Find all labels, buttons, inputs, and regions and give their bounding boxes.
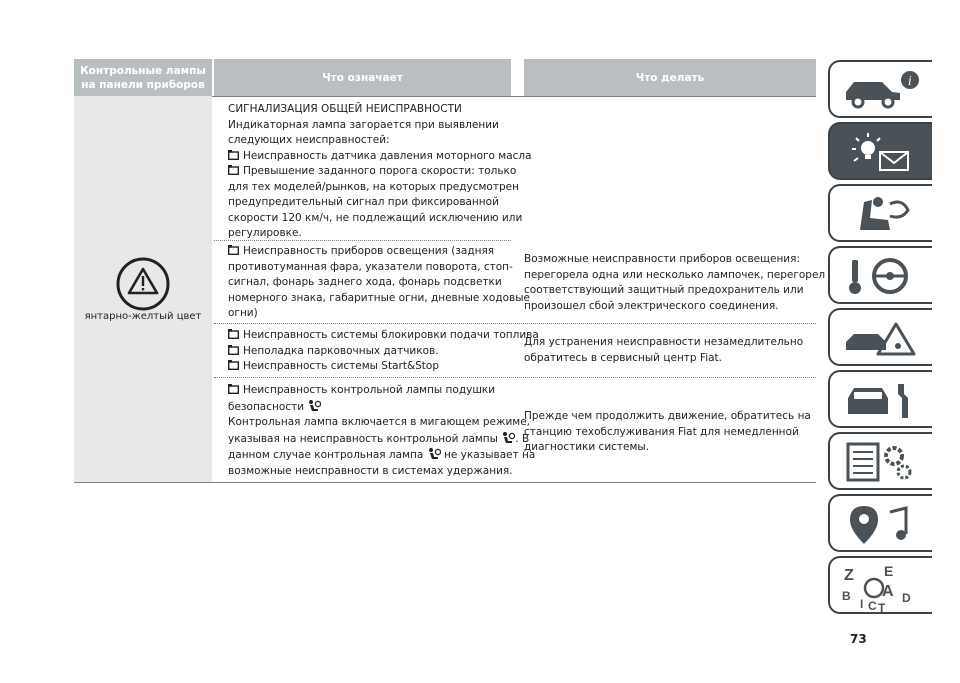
text-line: следующих неисправностей:: [228, 134, 390, 146]
header-meaning: [214, 59, 511, 96]
tab-safety[interactable]: [828, 184, 932, 242]
table-bottom-border: [74, 482, 816, 483]
airbag-icon: [307, 399, 321, 413]
row-3-meaning: [228, 328, 539, 375]
row-divider: [214, 377, 816, 378]
bullet-square-icon: [228, 329, 239, 339]
warning-lights-icon: [838, 128, 928, 176]
text-line: Индикаторная лампа загорается при выявлении: [228, 118, 499, 131]
svg-text:I: I: [860, 597, 864, 611]
text-line: регулировке.: [228, 227, 302, 239]
text-span: данном случае контрольная лампа: [228, 449, 424, 461]
list-item-text: Превышение заданного порога скорости: только: [243, 165, 517, 177]
list-item: [228, 164, 532, 180]
car-info-icon: [838, 66, 928, 114]
key-steering-wheel-icon: [838, 252, 928, 300]
text-line: номерного знака, габаритные огни, дневные ходовые: [228, 291, 530, 304]
list-item: [228, 244, 530, 260]
text-line: Возможные неисправности приборов освещения:: [524, 253, 800, 265]
text-span: указывая на неисправность контрольной лампы: [228, 432, 498, 445]
text-line: станцию техобслуживания Fiat для немедленной: [524, 425, 799, 438]
row-1-title: СИГНАЛИЗАЦИЯ ОБЩЕЙ НЕИСПРАВНОСТИ: [228, 103, 462, 115]
svg-text:C: C: [868, 599, 877, 613]
bullet-square-icon: [228, 384, 239, 394]
text-line: обратитесь в сервисный центр Fiat.: [524, 351, 723, 364]
row-2-action: [524, 252, 825, 314]
tab-technical-data[interactable]: [828, 432, 932, 490]
list-gears-icon: [838, 438, 928, 486]
text-line: сигнал, фонарь заднего хода, фонарь подсветки: [228, 276, 502, 288]
row-2-meaning: [228, 244, 530, 322]
car-wrench-icon: [838, 376, 928, 424]
text-line: [228, 399, 535, 416]
text-line: для тех моделей/рынков, на которых предусмотрен: [228, 180, 519, 193]
svg-text:B: B: [842, 589, 851, 603]
list-item: [228, 149, 532, 165]
row-4-action: [524, 409, 811, 456]
navigation-music-icon: [838, 500, 928, 548]
bullet-square-icon: [228, 165, 239, 175]
airbag-icon: [427, 447, 441, 461]
text-line: [228, 447, 535, 464]
text-line: Для устранения неисправности незамедлительно: [524, 336, 804, 348]
text-line: противотуманная фара, указатели поворота, стоп-: [228, 260, 513, 273]
svg-text:E: E: [884, 563, 894, 579]
row-3-action: [524, 335, 803, 366]
list-item-text: Неисправность датчика давления моторного масла: [243, 149, 532, 162]
text-span: не указывает на: [443, 449, 536, 461]
tab-maintenance[interactable]: [828, 370, 932, 428]
tab-warning-lights[interactable]: [828, 122, 932, 180]
tab-index[interactable]: [828, 556, 932, 614]
airbag-icon: [501, 431, 515, 445]
text-line: Прежде чем продолжить движение, обратитесь на: [524, 410, 811, 422]
tab-car-info[interactable]: [828, 60, 932, 118]
text-line: предупредительный сигнал при фиксированной: [228, 196, 499, 208]
text-line: соответствующий защитный предохранитель или: [524, 284, 804, 296]
bullet-square-icon: [228, 245, 239, 255]
row-4-meaning: [228, 383, 535, 479]
svg-text:D: D: [902, 591, 911, 605]
row-divider: [214, 323, 816, 324]
svg-text:A: A: [882, 583, 894, 600]
header-meaning-label: Что означает: [322, 71, 403, 84]
bullet-square-icon: [228, 345, 239, 355]
header-lamps-label: Контрольные лампы на панели приборов: [80, 64, 206, 91]
svg-text:i: i: [908, 74, 912, 88]
car-accident-icon: [838, 314, 928, 362]
list-item-text: Неисправность контрольной лампы подушки: [243, 384, 496, 396]
list-item: [228, 344, 539, 360]
bullet-square-icon: [228, 360, 239, 370]
row-1-meaning: [228, 102, 532, 242]
text-span: безопасности: [228, 400, 305, 413]
text-line: диагностики системы.: [524, 441, 650, 453]
bullet-square-icon: [228, 150, 239, 160]
lamp-color-caption: янтарно-желтый цвет: [84, 311, 202, 322]
header-action: [524, 59, 816, 96]
text-line: произошел сбой электрического соединения.: [524, 299, 779, 312]
text-line: перегорела одна или несколько лампочек, перегорел: [524, 268, 826, 281]
list-item: [228, 383, 535, 399]
text-line: Контрольная лампа включается в мигающем режиме,: [228, 416, 531, 428]
tab-starting-driving[interactable]: [828, 246, 932, 304]
text-line: [228, 431, 535, 448]
tab-emergency[interactable]: [828, 308, 932, 366]
header-action-label: Что делать: [635, 71, 705, 84]
list-item-text: Неполадка парковочных датчиков.: [243, 344, 439, 357]
list-item: [228, 359, 539, 375]
header-lamps: [74, 59, 212, 96]
svg-text:T: T: [878, 601, 886, 614]
text-line: огни): [228, 307, 258, 319]
page-number: 73: [850, 632, 867, 646]
tab-multimedia[interactable]: [828, 494, 932, 552]
list-item: [228, 328, 539, 344]
svg-text:Z: Z: [844, 567, 854, 584]
text-span: . В: [515, 432, 530, 445]
list-item-text: Неисправность системы Start&Stop: [243, 360, 440, 372]
text-line: возможные неисправности в системах удержания.: [228, 464, 513, 477]
warning-triangle-icon: [115, 256, 171, 312]
list-item-text: Неисправность системы блокировки подачи топлива: [243, 329, 539, 341]
seat-airbag-icon: [838, 190, 928, 238]
list-item-text: Неисправность приборов освещения (задняя: [243, 245, 495, 257]
row-divider: [214, 240, 511, 241]
text-line: скорости 120 км/ч, не подлежащий исключению или: [228, 211, 523, 224]
alphabet-index-icon: [838, 562, 928, 614]
